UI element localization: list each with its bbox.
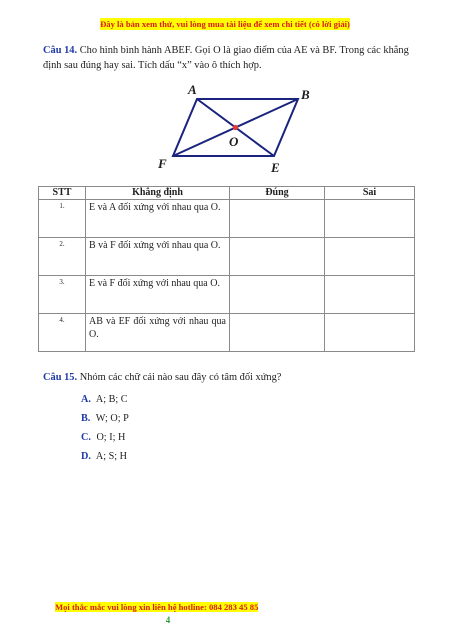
option-d[interactable] (81, 447, 129, 466)
option-c[interactable] (81, 428, 129, 447)
row-number: 2. (39, 238, 86, 276)
row-number: 4. (39, 314, 86, 352)
question-15-text: Nhóm các chữ cái nào sau đây có tâm đối xứng? (79, 372, 282, 383)
label-f: F (158, 156, 167, 171)
option-letter: A. (81, 394, 91, 405)
header-khang-dinh: Khẳng định (86, 187, 230, 200)
option-letter: B. (81, 413, 91, 424)
option-letter: D. (81, 451, 91, 462)
question-15-number: Câu 15. (43, 372, 78, 383)
preview-banner-text: Đây là bản xem thử, vui lòng mua tài liệu để xem chi tiết (có lời giải) (100, 19, 350, 29)
header-dung: Đúng (230, 187, 325, 200)
option-text: O; I; H (96, 432, 126, 443)
row-statement: E và F đối xứng với nhau qua O. (86, 276, 230, 314)
label-a: A (188, 82, 197, 97)
row-statement: B và F đối xứng với nhau qua O. (86, 238, 230, 276)
option-text: A; S; H (95, 451, 128, 462)
label-b: B (301, 87, 310, 102)
sai-cell[interactable] (325, 200, 415, 238)
row-number: 3. (39, 276, 86, 314)
parallelogram-figure (150, 78, 340, 182)
sai-cell[interactable] (325, 314, 415, 352)
sai-cell[interactable] (325, 238, 415, 276)
question-14-number: Câu 14. (43, 45, 78, 56)
table-row (39, 314, 415, 352)
question-14 (43, 44, 415, 73)
question-15-options (81, 390, 129, 466)
question-15 (43, 372, 281, 383)
label-o: O (229, 134, 239, 149)
header-stt: STT (39, 187, 86, 200)
sai-cell[interactable] (325, 276, 415, 314)
dung-cell[interactable] (230, 238, 325, 276)
option-letter: C. (81, 432, 91, 443)
table-row (39, 276, 415, 314)
page-number: 4 (165, 615, 171, 625)
preview-banner (0, 19, 450, 29)
hotline-footer (55, 602, 258, 612)
statement-table (38, 186, 415, 352)
row-number: 1. (39, 200, 86, 238)
center-point-o (233, 125, 238, 130)
option-text: W; O; P (95, 413, 129, 424)
dung-cell[interactable] (230, 200, 325, 238)
table-header-row (39, 187, 415, 200)
option-a[interactable] (81, 390, 129, 409)
row-statement: E và A đối xứng với nhau qua O. (86, 200, 230, 238)
option-b[interactable] (81, 409, 129, 428)
dung-cell[interactable] (230, 314, 325, 352)
table-row (39, 238, 415, 276)
row-statement: AB và EF đối xứng với nhau qua O. (86, 314, 230, 352)
hotline-text: Mọi thắc mắc vui lòng xin liên hệ hotline: 084 283 45 85 (55, 602, 259, 612)
label-e: E (271, 160, 280, 175)
option-text: A; B; C (95, 394, 128, 405)
question-14-text: Cho hình bình hành ABEF. Gọi O là giao điểm của AE và BF. Trong các khẳng định sau đúng hay sai. Tích dấu “x” vào ô thích hợp. (43, 45, 409, 71)
header-sai: Sai (325, 187, 415, 200)
table-row (39, 200, 415, 238)
dung-cell[interactable] (230, 276, 325, 314)
